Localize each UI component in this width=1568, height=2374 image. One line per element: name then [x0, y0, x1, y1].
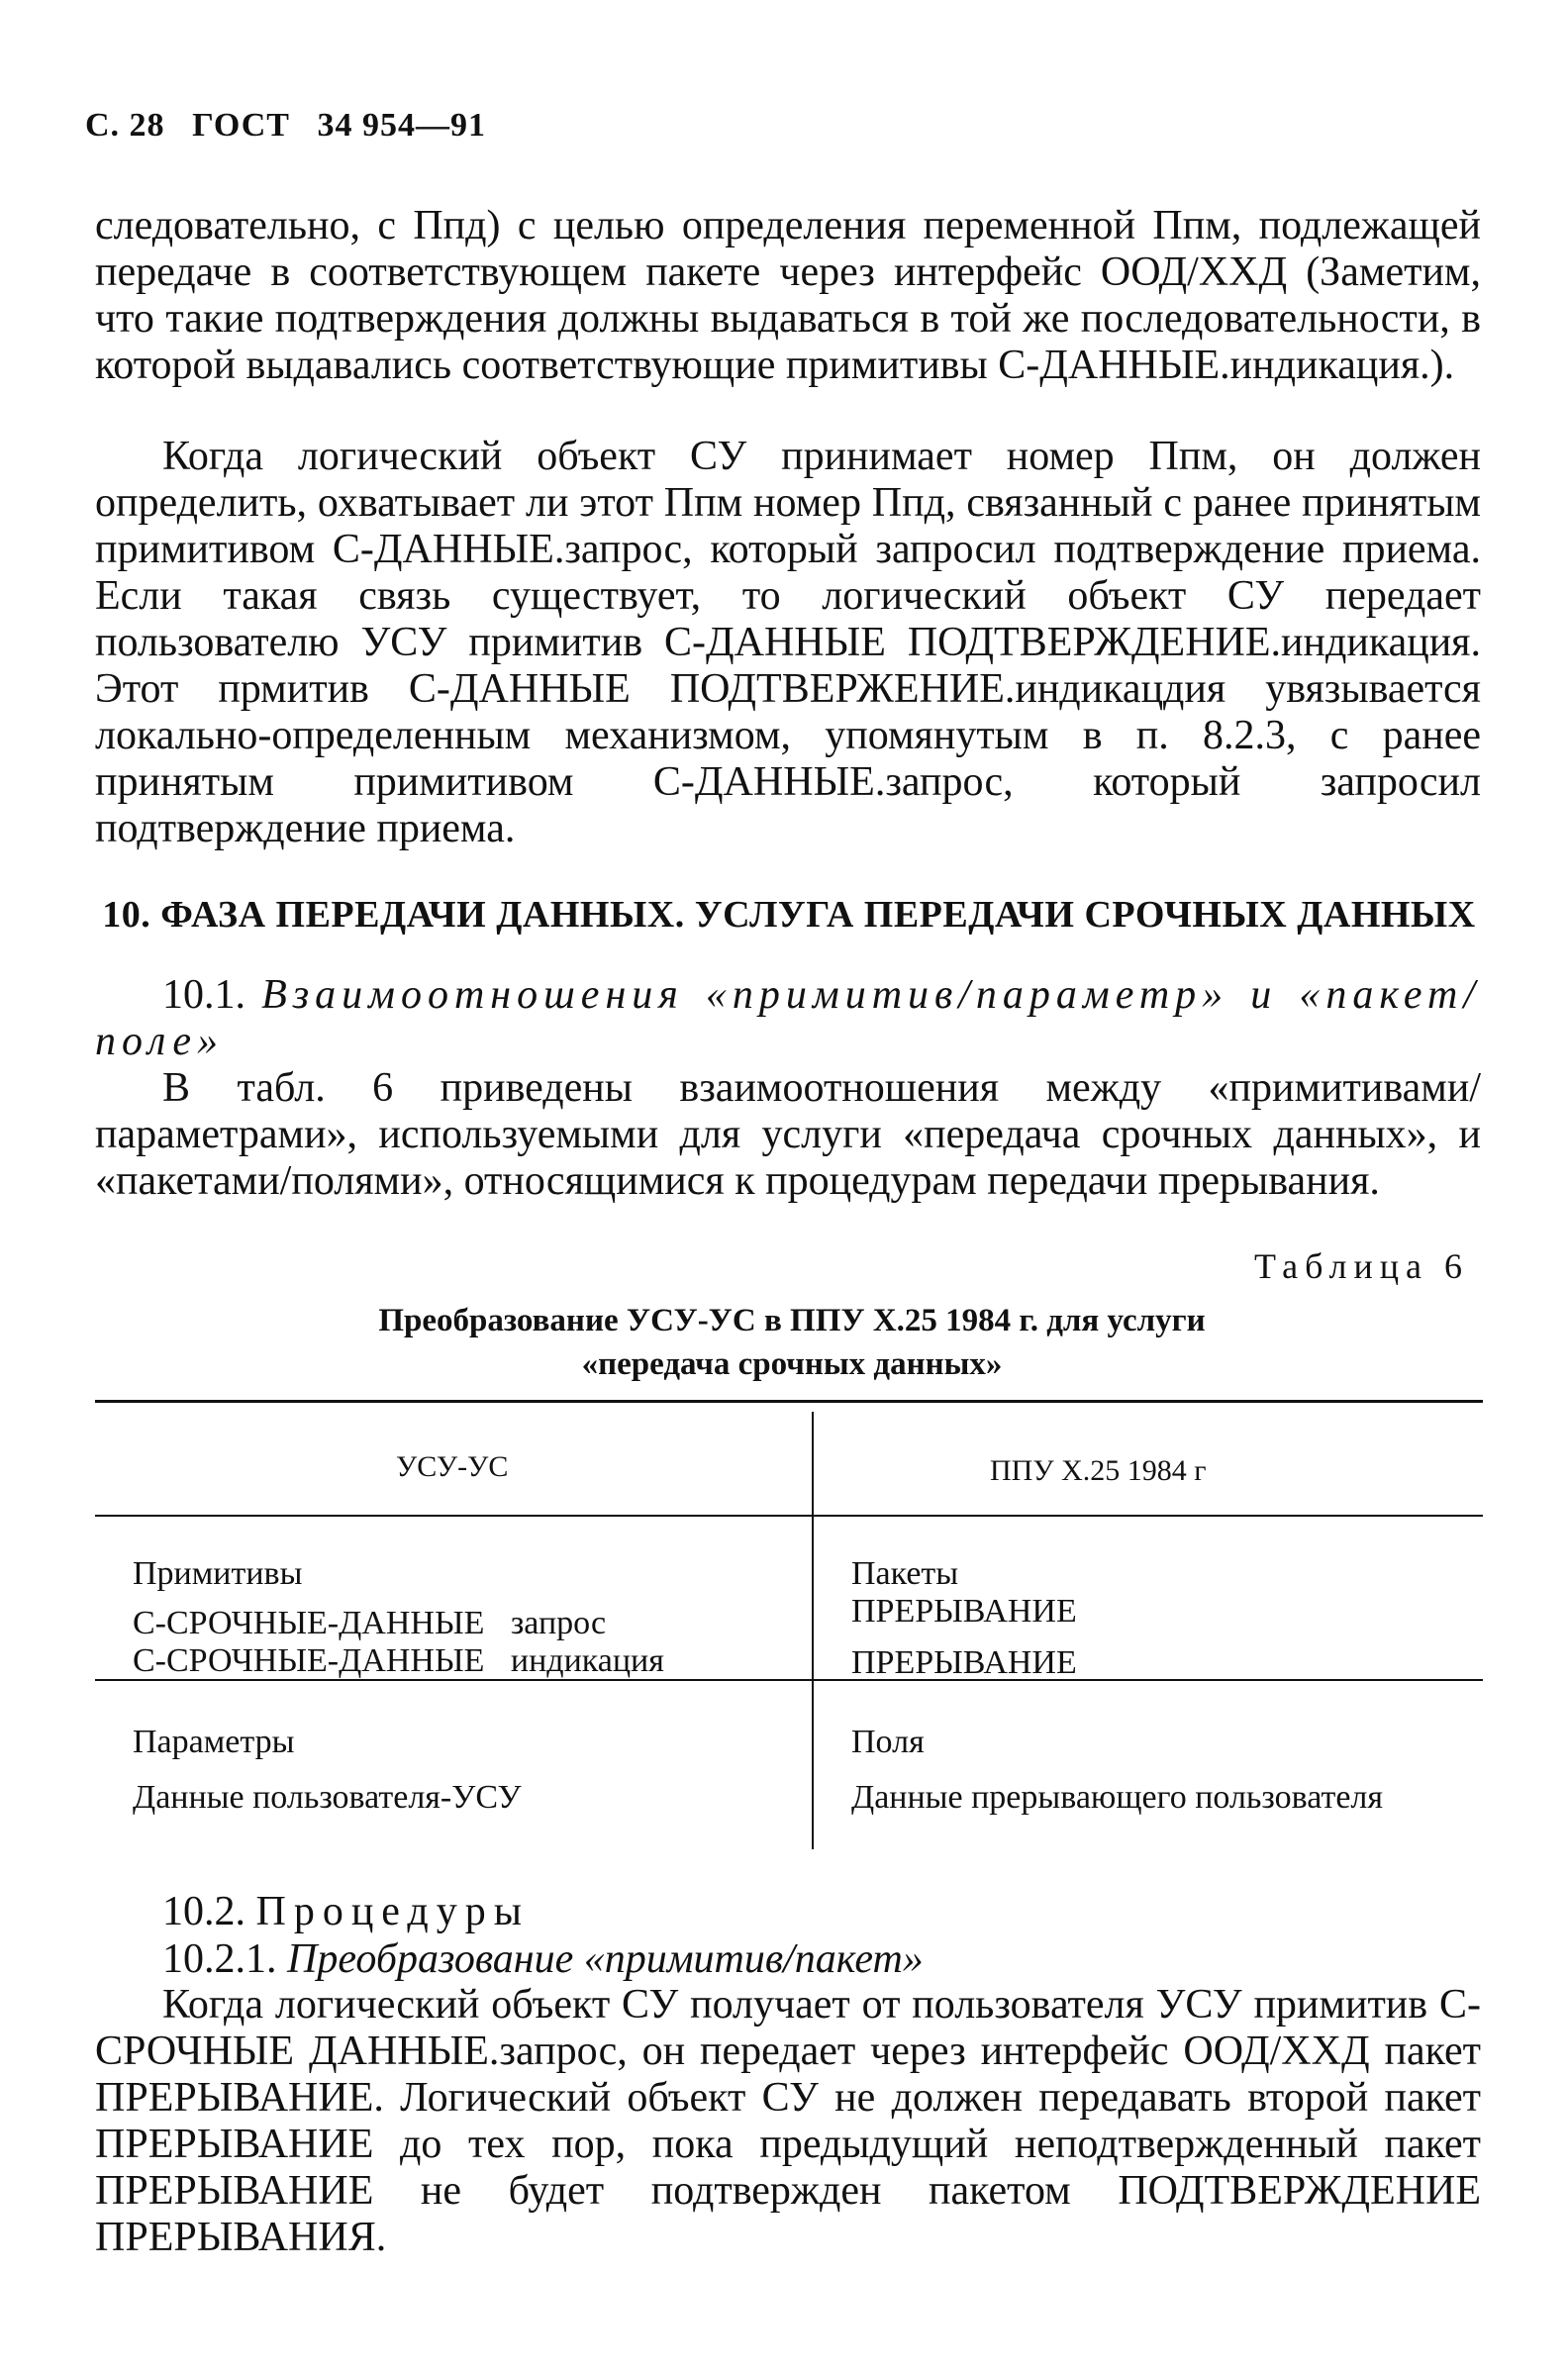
- subsection-10-1-heading: [95, 972, 1481, 1065]
- paragraph-continuation: следовательно, с Ппд) с целью определения переменной Ппм, подлежащей передаче в соответствующем пакете через интерфейс ООД/ХХД (Заметим, что такие подтверждения должны выдаваться в той же последовательности, в которой выдавались соответствующие примитивы С-ДАННЫЕ.индикация.).: [95, 203, 1481, 388]
- cell-primitive-2: [133, 1641, 664, 1681]
- paragraph-procedure: Когда логический объект СУ получает от пользователя УСУ примитив С-СРОЧНЫЕ ДАННЫЕ.запрос, он передает через интерфейс ООД/ХХД пакет ПРЕРЫВАНИЕ. Логический объект СУ не должен передавать второй пакет ПРЕРЫВАНИЕ до тех пор, пока предыдущий неподтвержденный пакет ПРЕРЫВАНИЕ не будет подтвержден пакетом ПОДТВЕРЖДЕНИЕ ПРЕРЫВАНИЯ.: [95, 1982, 1481, 2260]
- subsection-number: 10.2.1.: [162, 1936, 277, 1982]
- table-header-col1: УСУ-УС: [396, 1450, 509, 1483]
- cell-packets-head: Пакеты: [851, 1555, 959, 1592]
- page-header: [85, 107, 504, 145]
- cell-parameter-1: Данные пользователя-УСУ: [133, 1779, 522, 1816]
- standard-label: ГОСТ: [192, 107, 290, 144]
- primitive-1-type: запрос: [510, 1605, 607, 1641]
- cell-fields-head: Поля: [851, 1724, 925, 1760]
- paragraph-table-intro: В табл. 6 приведены взаимоотношения между «примитивами/параметрами», используемыми для услуги «передача срочных данных», и «пакетами/полями», относящимися к процедурам передачи прерывания.: [95, 1065, 1481, 1204]
- primitive-2-name: С-СРОЧНЫЕ-ДАННЫЕ: [133, 1642, 485, 1679]
- table-header-col2: ППУ Х.25 1984 г: [990, 1454, 1207, 1487]
- table-title-line-1: Преобразование УСУ-УС в ППУ Х.25 1984 г. для услуги: [378, 1303, 1206, 1338]
- cell-packet-2: ПРЕРЫВАНИЕ: [851, 1644, 1077, 1681]
- page-number: С. 28: [85, 107, 165, 144]
- paragraph-confirmation: Когда логический объект СУ принимает номер Ппм, он должен определить, охватывает ли этот Ппм номер Ппд, связанный с ранее принятым примитивом С-ДАННЫЕ.запрос, который запросил подтверждение приема. Если такая связь существует, то логический объект СУ передает пользователю УСУ примитив С-ДАННЫЕ ПОДТВЕРЖДЕНИЕ.индикация. Этот прмитив С-ДАННЫЕ ПОДТВЕРЖЕНИЕ.индикацдия увязывается локально-определенным механизмом, упомянутым в п. 8.2.3, с ранее принятым примитивом С-ДАННЫЕ.запрос, который запросил подтверждение приема.: [95, 434, 1481, 851]
- section-10-heading: 10. ФАЗА ПЕРЕДАЧИ ДАННЫХ. УСЛУГА ПЕРЕДАЧИ СРОЧНЫХ ДАННЫХ: [102, 894, 1476, 936]
- table-top-rule: [95, 1400, 1483, 1403]
- table-header-rule: [95, 1515, 1483, 1517]
- table-title: [277, 1299, 1307, 1386]
- table-title-line-2: «передача срочных данных»: [581, 1346, 1003, 1382]
- table-caption: Таблица 6: [1254, 1246, 1469, 1286]
- standard-number: 34 954—91: [317, 107, 486, 144]
- subsection-title: Преобразование «примитив/пакет»: [287, 1936, 924, 1982]
- subsection-10-2-heading: [162, 1889, 1548, 1935]
- subsection-title: Процедуры: [255, 1889, 530, 1934]
- cell-field-1: Данные прерывающего пользователя: [851, 1779, 1384, 1816]
- cell-primitive-1: [133, 1604, 606, 1643]
- cell-packet-1: ПРЕРЫВАНИЕ: [851, 1593, 1077, 1630]
- subsection-number: 10.2.: [162, 1889, 245, 1934]
- subsection-10-2-1-heading: [162, 1936, 1479, 1983]
- cell-parameters-head: Параметры: [133, 1724, 295, 1760]
- subsection-number: 10.1.: [162, 972, 245, 1018]
- table-column-divider: [812, 1412, 814, 1849]
- subsection-title: Взаимоотношения «примитив/параметр» и «пакет/поле»: [95, 972, 1482, 1064]
- primitive-1-name: С-СРОЧНЫЕ-ДАННЫЕ: [133, 1605, 485, 1641]
- cell-primitives-head: Примитивы: [133, 1555, 303, 1592]
- primitive-2-type: индикация: [510, 1642, 664, 1679]
